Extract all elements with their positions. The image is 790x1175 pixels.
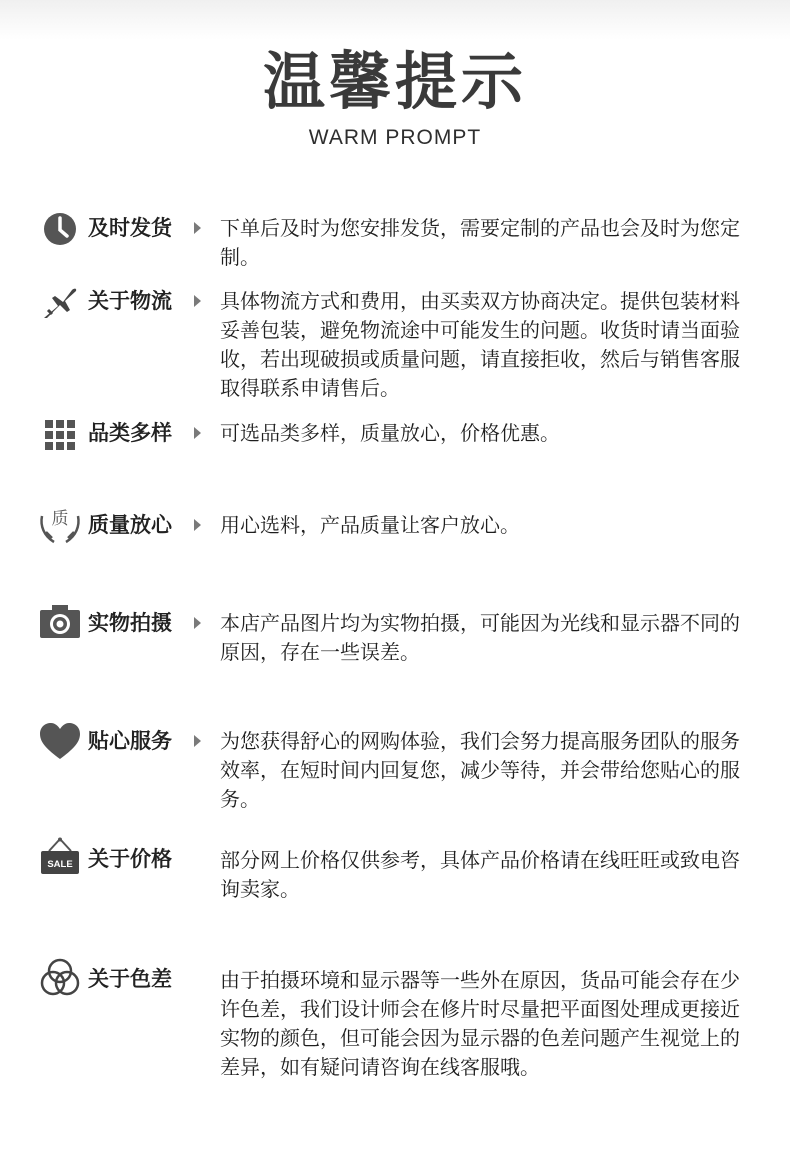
arrow-icon <box>194 617 201 629</box>
arrow-icon <box>194 427 201 439</box>
tip-text: 本店产品图片均为实物拍摄，可能因为光线和显示器不同的原因，存在一些误差。 <box>220 611 740 664</box>
quality-hands-icon <box>38 502 82 546</box>
heart-icon <box>38 720 82 764</box>
tip-label: 实物拍摄 <box>88 611 172 635</box>
quality-icon-text: 质 <box>51 509 69 529</box>
page-title: 温馨提示 <box>262 45 527 118</box>
sale-icon-text: SALE <box>47 859 73 870</box>
tip-text: 可选品类多样，质量放心，价格优惠。 <box>220 421 560 445</box>
tip-text: 下单后及时为您安排发货，需要定制的产品也会及时为您定制。 <box>220 216 740 269</box>
camera-icon <box>38 600 82 644</box>
color-circles-icon <box>38 956 82 1000</box>
tip-text: 用心选料，产品质量让客户放心。 <box>220 513 520 537</box>
tip-text: 具体物流方式和费用，由买卖双方协商决定。提供包装材料妥善包装，避免物流途中可能发生的问题。收货时请当面验收，若出现破损或质量问题，请直接拒收，然后与销售客服取得联系申请售后。 <box>220 289 740 400</box>
arrow-icon <box>194 519 201 531</box>
tip-text: 由于拍摄环境和显示器等一些外在原因，货品可能会存在少许色差，我们设计师会在修片时尽量把平面图处理成更接近实物的颜色，但可能会因为显示器的色差问题产生视觉上的差异，如有疑问请咨询在线客服哦。 <box>220 968 740 1079</box>
tip-label: 关于价格 <box>88 847 172 871</box>
clock-icon <box>38 207 82 251</box>
grid-icon <box>38 412 82 456</box>
tip-label: 及时发货 <box>88 216 172 240</box>
tip-text: 部分网上价格仅供参考，具体产品价格请在线旺旺或致电咨询卖家。 <box>220 848 740 901</box>
airplane-icon <box>38 280 82 324</box>
tip-label: 关于色差 <box>88 967 172 991</box>
tip-text: 为您获得舒心的网购体验，我们会努力提高服务团队的服务效率，在短时间内回复您，减少等待，并会带给您贴心的服务。 <box>220 729 740 811</box>
arrow-icon <box>194 735 201 747</box>
sale-sign-icon <box>38 836 82 880</box>
arrow-icon <box>194 295 201 307</box>
tip-label: 品类多样 <box>88 421 172 445</box>
page-subtitle: WARM PROMPT <box>308 126 482 149</box>
tip-label: 质量放心 <box>88 513 172 537</box>
tip-label: 关于物流 <box>88 289 172 313</box>
arrow-icon <box>194 222 201 234</box>
tip-label: 贴心服务 <box>88 729 172 753</box>
